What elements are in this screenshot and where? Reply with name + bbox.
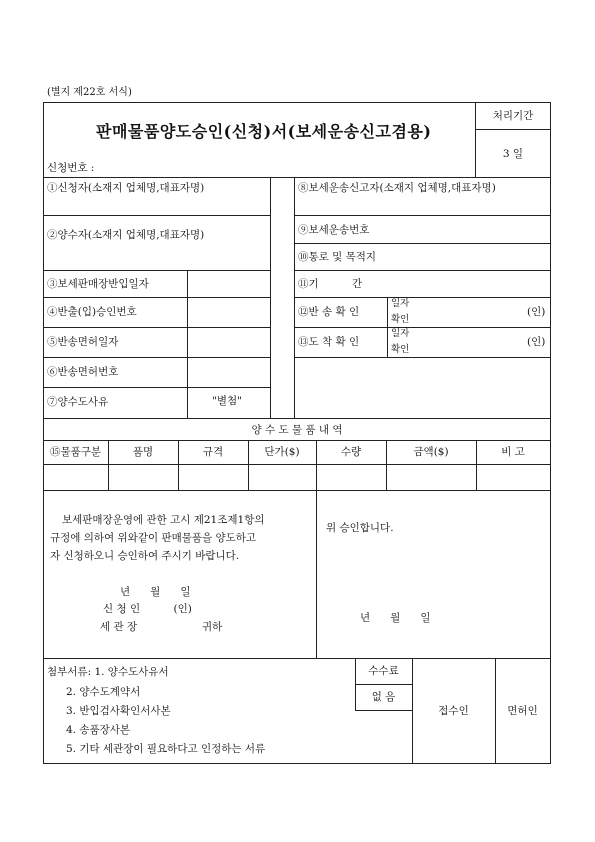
- exemption-date-field: ⑤반송면허일자: [47, 336, 119, 348]
- right-line-5: [294, 327, 550, 328]
- attachment-item: 4. 송품장사본: [66, 724, 131, 736]
- goods-col-header: 비 고: [501, 446, 525, 458]
- frame-bottom: [43, 763, 551, 764]
- approval-statement: 위 승인합니다.: [326, 522, 394, 534]
- attachments-heading: 첨부서류: 1. 양수도사유서: [47, 666, 169, 678]
- goods-col-header: 단가($): [264, 446, 300, 458]
- goods-col-header: 규격: [202, 446, 224, 458]
- route-destination-field: ⑩통로 및 목적지: [298, 251, 377, 263]
- fee-middle-line: [355, 684, 412, 685]
- left-line-5: [43, 357, 270, 358]
- right-line-1: [294, 215, 550, 216]
- goods-bottom-line: [43, 490, 551, 491]
- left-line-6: [43, 387, 270, 388]
- transferee-field: ②양수자(소재지 업체명,대표자명): [47, 229, 205, 241]
- shipping-confirm-field: ⑫반 송 확 인: [298, 306, 360, 318]
- shipping-seal: (인): [527, 306, 546, 318]
- arrival-confirm-field: ⑬도 착 확 인: [298, 336, 360, 348]
- goods-col-header: 수량: [340, 446, 362, 458]
- attachment-item: 5. 기타 세관장이 필요하다고 인정하는 서류: [66, 743, 266, 755]
- goods-row-line: [43, 464, 551, 465]
- left-line-4: [43, 327, 270, 328]
- attachment-item: 2. 양수도계약서: [66, 686, 141, 698]
- shipping-date-label: 일자: [391, 298, 410, 309]
- applicant-field: ①신청자(소재지 업체명,대표자명): [47, 182, 205, 194]
- addressee-honorific: 귀하: [202, 621, 223, 633]
- goods-header-line: [43, 440, 551, 441]
- fee-value: 없 음: [371, 691, 396, 703]
- processing-period-value: 3 일: [502, 148, 524, 160]
- right-line-2: [294, 243, 550, 244]
- application-divider: [316, 490, 317, 658]
- approval-date: 년 월 일: [360, 612, 431, 624]
- right-line-6: [294, 357, 550, 358]
- addressee-customs: 세 관 장: [100, 621, 138, 633]
- application-text-line2: 규정에 의하여 위와같이 판매물품을 양도하고: [50, 532, 257, 544]
- left-column-end: [270, 177, 271, 418]
- arrival-date-label: 일자: [391, 328, 410, 339]
- application-number-label: 신청번호 :: [47, 162, 95, 174]
- right-line-4: [294, 297, 550, 298]
- period-field: ⑪기 간: [298, 278, 363, 290]
- goods-col-header: ⑮물품구분: [49, 446, 102, 458]
- transfer-reason-value: "별첨": [212, 395, 242, 407]
- goods-heading: 양 수 도 물 품 내 역: [251, 424, 343, 436]
- shipping-confirm-label: 확인: [391, 314, 410, 325]
- licenser-signature: 면허인: [507, 705, 538, 717]
- approval-number-field: ④반출(입)승인번호: [47, 306, 137, 318]
- left-value-divider: [187, 270, 188, 418]
- receiver-signature: 접수인: [438, 705, 469, 717]
- left-line-1: [43, 215, 270, 216]
- right-line-3: [294, 270, 550, 271]
- goods-col-header: 품명: [132, 446, 154, 458]
- fee-label: 수수료: [368, 665, 399, 677]
- fee-bottom-line: [355, 710, 412, 711]
- application-text-line3: 자 신청하오니 승인하여 주시기 바랍니다.: [50, 550, 240, 562]
- exemption-number-field: ⑥반송면허번호: [47, 366, 119, 378]
- form-id: (별지 제22호 서식): [47, 87, 132, 98]
- left-line-2: [43, 270, 270, 271]
- processing-period-label: 처리기간: [492, 110, 534, 122]
- processing-header-line: [475, 129, 550, 130]
- attachment-item: 3. 반입검사확인서사본: [66, 705, 171, 717]
- attachments-top-line: [43, 658, 551, 659]
- arrival-seal: (인): [527, 336, 546, 348]
- applicant-signature: 신 청 인 (인): [103, 603, 192, 615]
- left-line-3: [43, 297, 270, 298]
- title-bottom-line: [43, 177, 551, 178]
- goods-top-line: [43, 418, 551, 419]
- goods-col-header: 금액($): [413, 446, 449, 458]
- application-text-line1: 보세판매장운영에 관한 고시 제21조제1항의: [62, 514, 265, 526]
- application-date: 년 월 일: [120, 586, 191, 598]
- transfer-reason-field: ⑦양수도사유: [47, 396, 109, 408]
- page-title: 판매물품양도승인(신청)서(보세운송신고겸용): [96, 122, 432, 141]
- transport-reporter-field: ⑧보세운송신고자(소재지 업체명,대표자명): [298, 182, 496, 194]
- transport-number-field: ⑨보세운송번호: [298, 224, 370, 236]
- import-date-field: ③보세판매장반입일자: [47, 278, 149, 290]
- arrival-confirm-label: 확인: [391, 344, 410, 355]
